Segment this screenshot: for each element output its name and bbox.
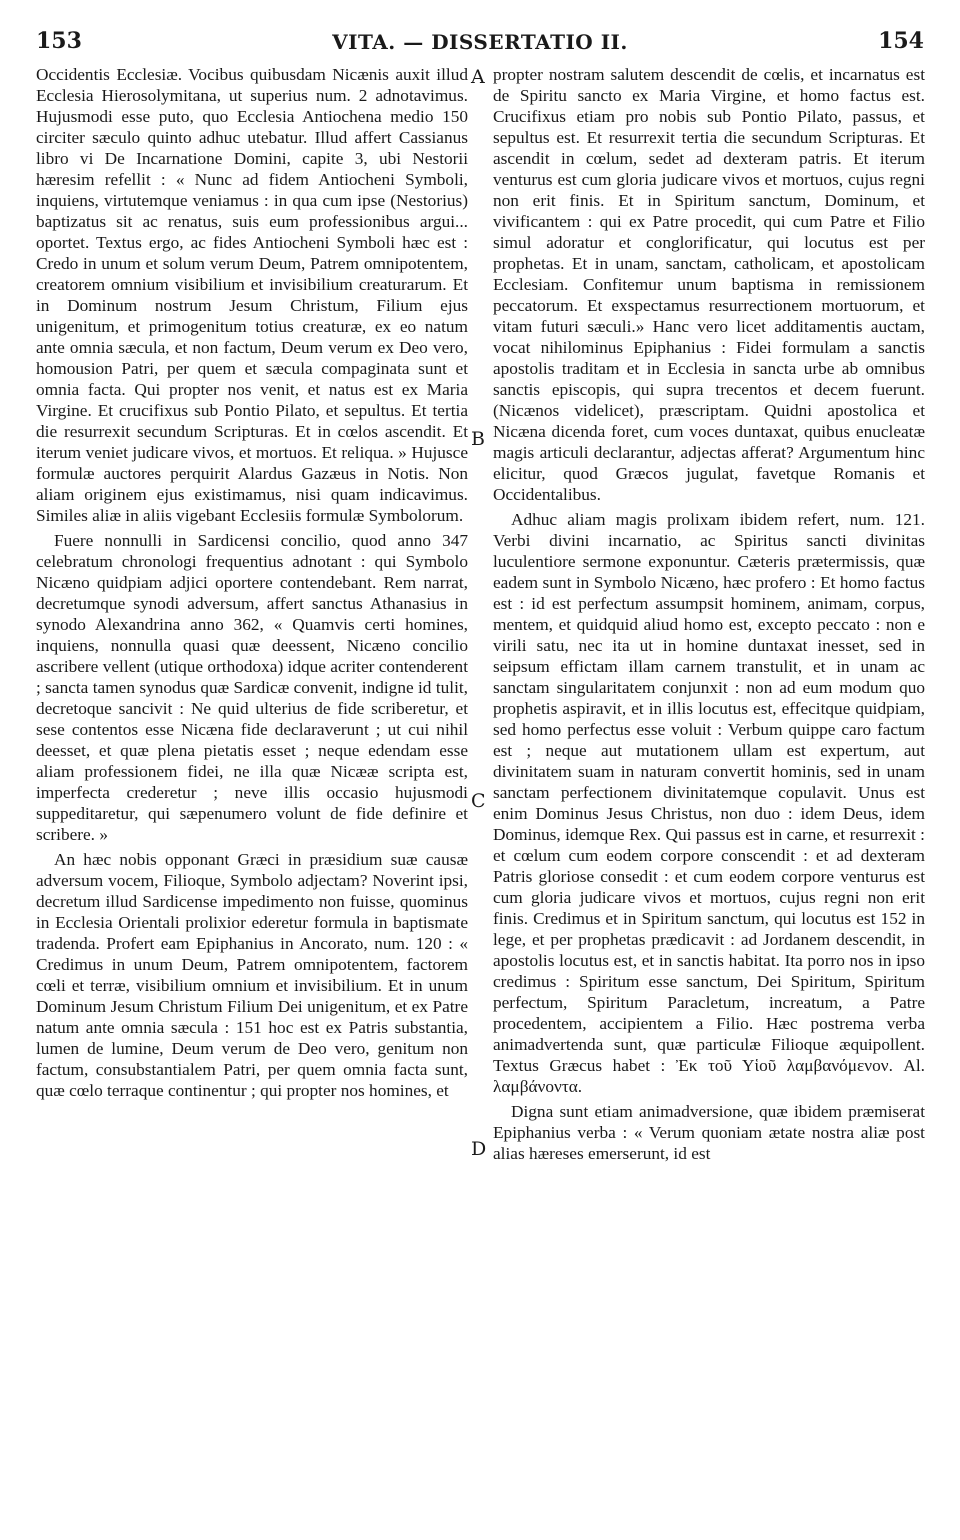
left-column: [36, 64, 468, 1524]
left-paragraph-1: Occidentis Ecclesiæ. Vocibus quibusdam Nicænis auxit illud Ecclesia Hierosolymitana, ut superius num. 2 adnotavimus. Hujusmodi esse puto, quo Ecclesia Antiochena medio 150 circiter sæculo quinto adhuc utebatur. Illud affert Cassianus libro vi De Incarnatione Domini, capite 3, ubi Nestorii hæresim refellit : « Nunc ad fidem Antiocheni Symboli, inquiens, virtutemque veniamus : in qua cum ipse (Nestorius) baptizatus sit ac renatus, suis eum professionibus argui... oportet. Textus ergo, ac fides Antiocheni Symboli hæc est : Credo in unum et solum verum Deum, Patrem omnipotentem, creatorem omnium visibilium et invisibilium creaturarum. Et in Dominum nostrum Jesum Christum, Filium ejus unigenitum, et primogenitum totius creaturæ, ex eo natum ante omnia sæcula, et non factum, Deum verum ex Deo vero, homousion Patri, per quem et sæcula compaginata sunt et omnia facta. Qui propter nos venit, et natus est ex Maria Virgine. Et crucifixus sub Pontio Pilato, et sepultus. Et tertia die resurrexit secundum Scripturas. Et in cœlos ascendit. Et iterum veniet judicare vivos, et mortuos. Et reliqua. » Hujusce formulæ auctores perquirit Alardus Gazæus in Notis. Non aliam originem ejus existimamus, nisi quam indicavimus. Similes aliæ in aliis vigebant Ecclesiis formulæ Symbolorum.: [36, 65, 468, 525]
right-paragraph-2: Adhuc aliam magis prolixam ibidem refert, num. 121. Verbi divini incarnatio, ac Spiritus sancti divinitas luculentiore sermone exponuntur. Cæteris prætermissis, quæ eadem sunt in Symbolo Nicæno, hæc profero : Et homo factus est : id est perfectum assumpsit hominem, animam, corpus, mentem, et quidquid aliud homo est, excepto peccato : non e virili satu, nec ita ut in homine duntaxat inesset, sed in seipsum effictam illam carnem transtulit, et in unam ac sanctam singularitatem conjunxit : non ad eum modum quo prophetis aspiravit, et in illis locutus est, effecitque quidpiam, sed homo perfectus esse voluit : Verbum quippe caro factum est ; neque aut mutationem ullam est expertum, aut divinitatem suam in naturam convertit hominis, sed in unam sanctam perfectionem divinitatemque copulavit. Unus est enim Dominus Jesus Christus, non duo : idem Deus, idem Dominus, idemque Rex. Qui passus est in carne, et resurrexit : et cœlum cum eodem corpore conscendit : et ad dexteram Patris gloriose consedit : et cum eodem corpore venturus est cum gloria judicare vivos et mortuos, cujus regni non erit finis. Credimus et in Spiritum sanctum, qui locutus est 152 in lege, et per prophetas prædicavit : ad Jordanem descendit, in apostolis locutus est, et in sanctis habitat. Ita porro nos in ipso credimus : Spiritum esse sanctum, Dei Spiritum, Spiritum perfectum, Spiritum Paracletum, increatum, a Patre procedentem, accipientem a Filio. Hæc postrema verba animadvertenda sunt, quæ particulæ Filioque æquipollent. Textus Græcus habet : Ἐκ τοῦ Υἱοῦ λαμβανόμενον. Al. λαμβάνοντα.: [493, 510, 925, 1096]
right-paragraph-1: propter nostram salutem descendit de cœlis, et incarnatus est de Spiritu sancto ex Maria Virgine, et homo factus est. Crucifixus etiam pro nobis sub Pontio Pilato, passus, et sepultus est. Et resurrexit tertia die secundum Scripturas. Et ascendit in cœlum, sedet ad dexteram patris. Et iterum venturus est cum gloria judicare vivos et mortuos, cujus regni non erit finis. Et in Spiritum sanctum, Dominum, et vivificantem : qui ex Patre procedit, qui cum Patre et Filio simul adoratur et conglorificatur, qui locutus est per prophetas. Et in unam, sanctam, catholicam, et apostolicam Ecclesiam. Confitemur unum baptisma in remissionem peccatorum. Et exspectamus resurrectionem mortuorum, et vitam futuri sæculi.» Hanc vero licet additamentis auctam, vocat nihilominus Epiphanius : Fidei formulam a sanctis apostolis traditam et in Ecclesia in sancta urbe ab omnibus sanctis episcopis, qui supra trecentos et decem fuerunt. (Nicænos videlicet), præscriptam. Quidni apostolica et Nicæna dicenda foret, cum voces duntaxat, quibus enucleatæ magis articuli declarantur, adjectas afferat? Argumentum hinc elicitur, quod Græcos jugulat, favetque Romanis et Occidentalibus.: [493, 65, 925, 504]
page-number-right: 154: [878, 28, 924, 54]
left-paragraph-3: An hæc nobis opponant Græci in præsidium suæ causæ adversum vocem, Filioque, Symbolo adjectam? Noverint ipsi, decretum illud Sardicense impedimento non fuisse, quominus in Ecclesia Orientali prolixior ederetur formula in baptismate tradenda. Profert eam Epiphanius in Ancorato, num. 120 : « Credimus in unum Deum, Patrem omnipotentem, factorem cœli et terræ, visibilium omnium et invisibilium. Et in unum Dominum Jesum Christum Filium Dei unigenitum, et ex Patre natum ante omnia sæcula : 151 hoc est ex Patris substantia, lumen de lumine, Deum verum de Deo vero, genitum non factum, consubstantialem Patri, per quem omnia facta sunt, quæ cœlo terraque continentur ; qui propter nos homines, et: [36, 850, 468, 1100]
right-paragraph-3: Digna sunt etiam animadversione, quæ ibidem præmiserat Epiphanius verba : « Verum quoniam ætate nostra aliæ post alias hæreses emerserunt, id est: [493, 1102, 925, 1163]
page-number-left: 153: [36, 28, 82, 54]
margin-marker-c: C: [471, 790, 486, 812]
margin-marker-a: A: [471, 66, 485, 88]
margin-marker-b: B: [471, 428, 485, 450]
left-paragraph-2: Fuere nonnulli in Sardicensi concilio, quod anno 347 celebratum chronologi frequentius adnotant : qui Symbolo Nicæno quidpiam adjici oportere contendebant. Rem narrat, decretumque synodi adversum, affert sanctus Athanasius in synodo Alexandrina anno 362, « Quamvis certi homines, inquiens, nonnulla quasi quæ deessent, Nicæno concilio ascribere vellent (utique orthodoxa) idque acriter contenderent ; sancta tamen synodus quæ Sardicæ convenit, indigne id tulit, decretoque sancivit : Ne quid ulterius de fide scriberetur, et sese contentos esse Nicæna fide declaraverunt ; ut cui nihil deesset, et quæ plena pietatis esset ; neque edendam esse aliam professionem fidei, ne illa quæ Nicææ scripta est, imperfecta crederetur ; neve illis occasio hujusmodi suppeditaretur, qui sæpenumero volunt de fide definire et scribere. »: [36, 531, 468, 844]
running-title: VITA. — DISSERTATIO II.: [332, 30, 628, 54]
margin-marker-d: D: [471, 1138, 487, 1160]
page-header: [36, 28, 924, 62]
right-column: [493, 64, 925, 1524]
